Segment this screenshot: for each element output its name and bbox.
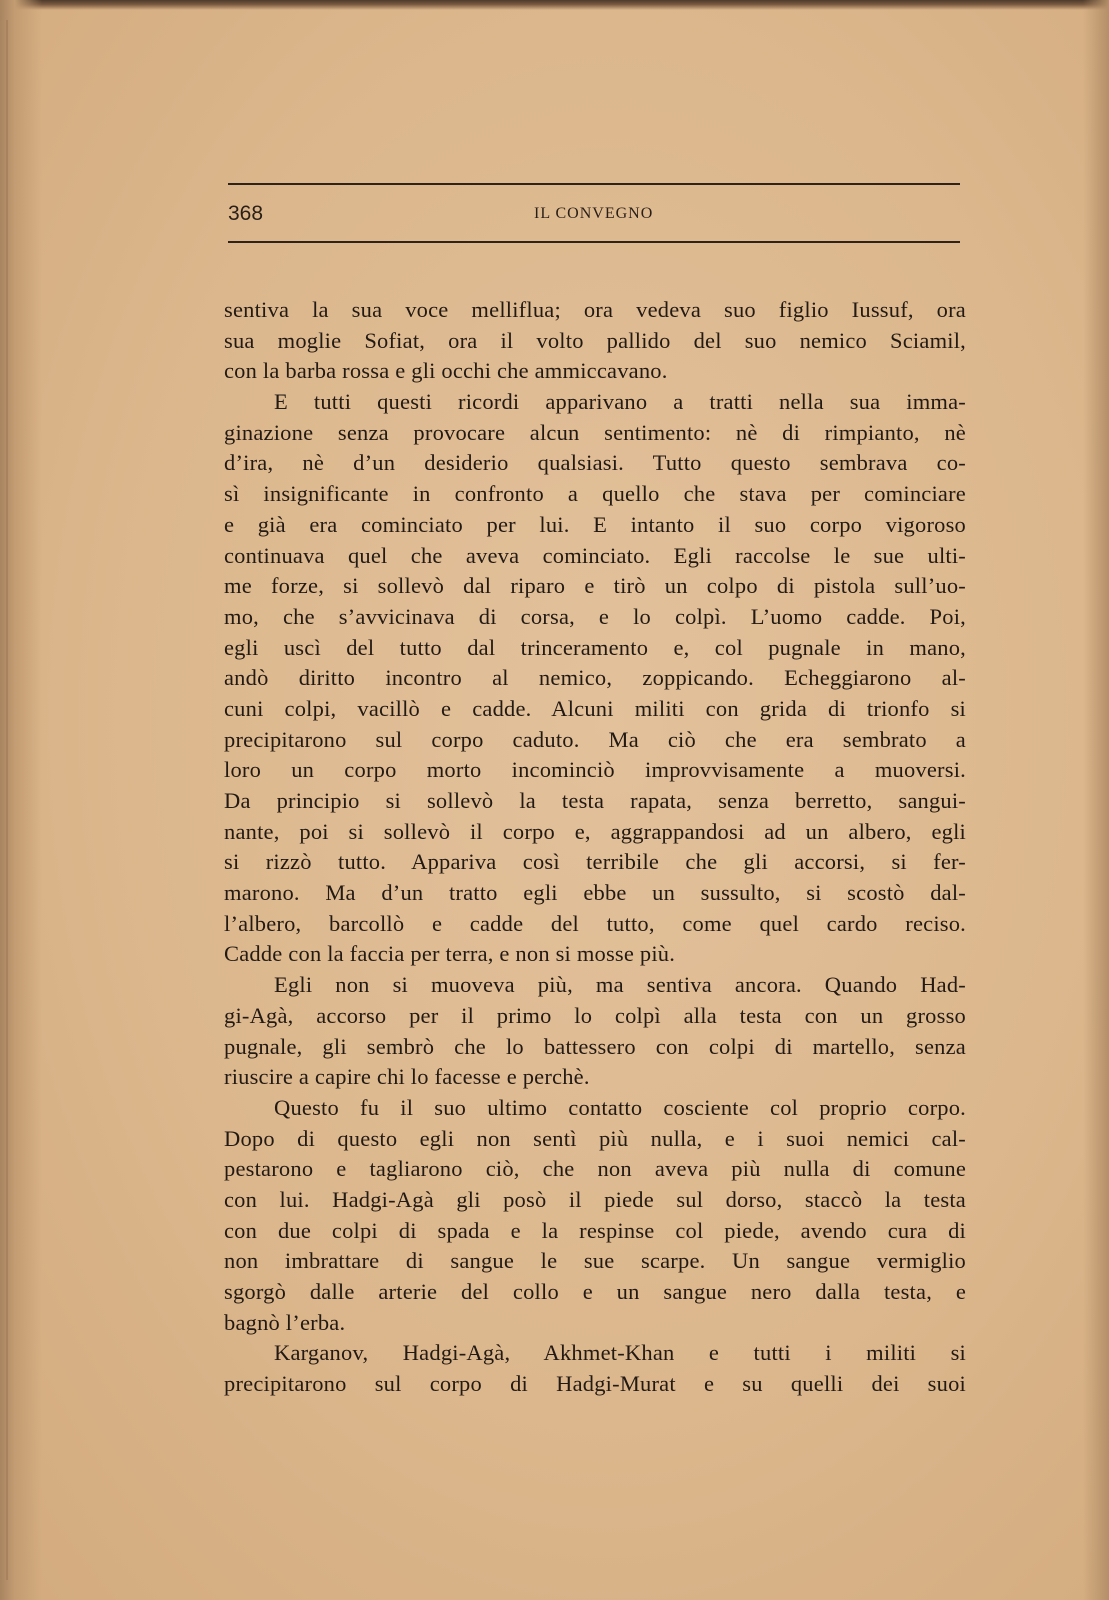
header-bottom-rule (228, 241, 960, 243)
text-line: pestarono e tagliarono ciò, che non aveva più nulla di comune (224, 1156, 966, 1182)
text-line: Dopo di questo egli non sentì più nulla, e i suoi nemici cal- (224, 1125, 966, 1151)
page-top-edge (0, 0, 1109, 10)
text-line: E tutti questi ricordi apparivano a tratti nella sua imma- (274, 389, 966, 415)
text-line: bagnò l’erba. (224, 1309, 346, 1335)
book-gutter-line (6, 20, 8, 1580)
text-line: egli uscì del tutto dal trinceramento e, col pugnale in mano, (224, 634, 966, 660)
text-line: con due colpi di spada e la respinse col piede, avendo cura di (224, 1217, 966, 1243)
text-line: loro un corpo morto incominciò improvvisamente a muoversi. (224, 757, 966, 783)
text-line: l’albero, barcollò e cadde del tutto, come quel cardo reciso. (224, 910, 966, 936)
text-line: e già era cominciato per lui. E intanto il suo corpo vigoroso (224, 511, 966, 537)
text-line: sì insignificante in confronto a quello che stava per cominciare (224, 481, 966, 507)
text-line: con lui. Hadgi-Agà gli posò il piede sul dorso, staccò la testa (224, 1186, 966, 1212)
text-line: si rizzò tutto. Appariva così terribile che gli accorsi, si fer- (224, 849, 966, 875)
text-line: andò diritto incontro al nemico, zoppicando. Echeggiarono al- (224, 665, 966, 691)
text-line: Cadde con la faccia per terra, e non si mosse più. (224, 941, 676, 967)
text-line: marono. Ma d’un tratto egli ebbe un sussulto, si scostò dal- (224, 880, 966, 906)
header-top-rule (228, 183, 960, 185)
running-title: IL CONVEGNO (534, 205, 654, 222)
text-line: sua moglie Sofiat, ora il volto pallido del suo nemico Sciamil, (224, 327, 966, 353)
text-line: me forze, si sollevò dal riparo e tirò un colpo di pistola sull’uo- (224, 573, 966, 599)
page-right-edge (1083, 0, 1109, 1600)
text-line: precipitarono sul corpo caduto. Ma ciò che era sembrato a (224, 726, 966, 752)
page-number: 368 (228, 202, 264, 225)
text-line: cuni colpi, vacillò e cadde. Alcuni militi con grida di trionfo si (224, 695, 966, 721)
text-line: riuscire a capire chi lo facesse e perchè. (224, 1064, 590, 1090)
text-line: con la barba rossa e gli occhi che ammiccavano. (224, 358, 668, 384)
text-line: d’ira, nè d’un desiderio qualsiasi. Tutto questo sembrava co- (224, 450, 966, 476)
text-line: mo, che s’avvicinava di corsa, e lo colpì. L’uomo cadde. Poi, (224, 603, 966, 629)
text-line: non imbrattare di sangue le sue scarpe. Un sangue vermiglio (224, 1248, 966, 1274)
text-line: continuava quel che aveva cominciato. Egli raccolse le sue ulti- (224, 542, 966, 568)
running-header (228, 197, 960, 231)
text-line: nante, poi si sollevò il corpo e, aggrappandosi ad un albero, egli (224, 818, 966, 844)
text-line: Da principio si sollevò la testa rapata, senza berretto, sangui- (224, 788, 966, 813)
text-line: sentiva la sua voce melliflua; ora vedeva suo figlio Iussuf, ora (224, 297, 966, 322)
text-line: pugnale, gli sembrò che lo battessero con colpi di martello, senza (224, 1033, 966, 1059)
text-line: Questo fu il suo ultimo contatto cosciente col proprio corpo. (274, 1094, 966, 1120)
body-text (224, 295, 966, 1400)
text-line: precipitarono sul corpo di Hadgi-Murat e su quelli dei suoi (224, 1371, 966, 1397)
text-line: sgorgò dalle arterie del collo e un sangue nero dalla testa, e (224, 1279, 966, 1304)
text-line: Egli non si muoveva più, ma sentiva ancora. Quando Had- (274, 972, 966, 998)
text-line: ginazione senza provocare alcun sentimento: nè di rimpianto, nè (224, 419, 966, 445)
text-line: gi-Agà, accorso per il primo lo colpì alla testa con un grosso (224, 1002, 966, 1028)
text-line: Karganov, Hadgi-Agà, Akhmet-Khan e tutti i militi si (274, 1340, 966, 1366)
